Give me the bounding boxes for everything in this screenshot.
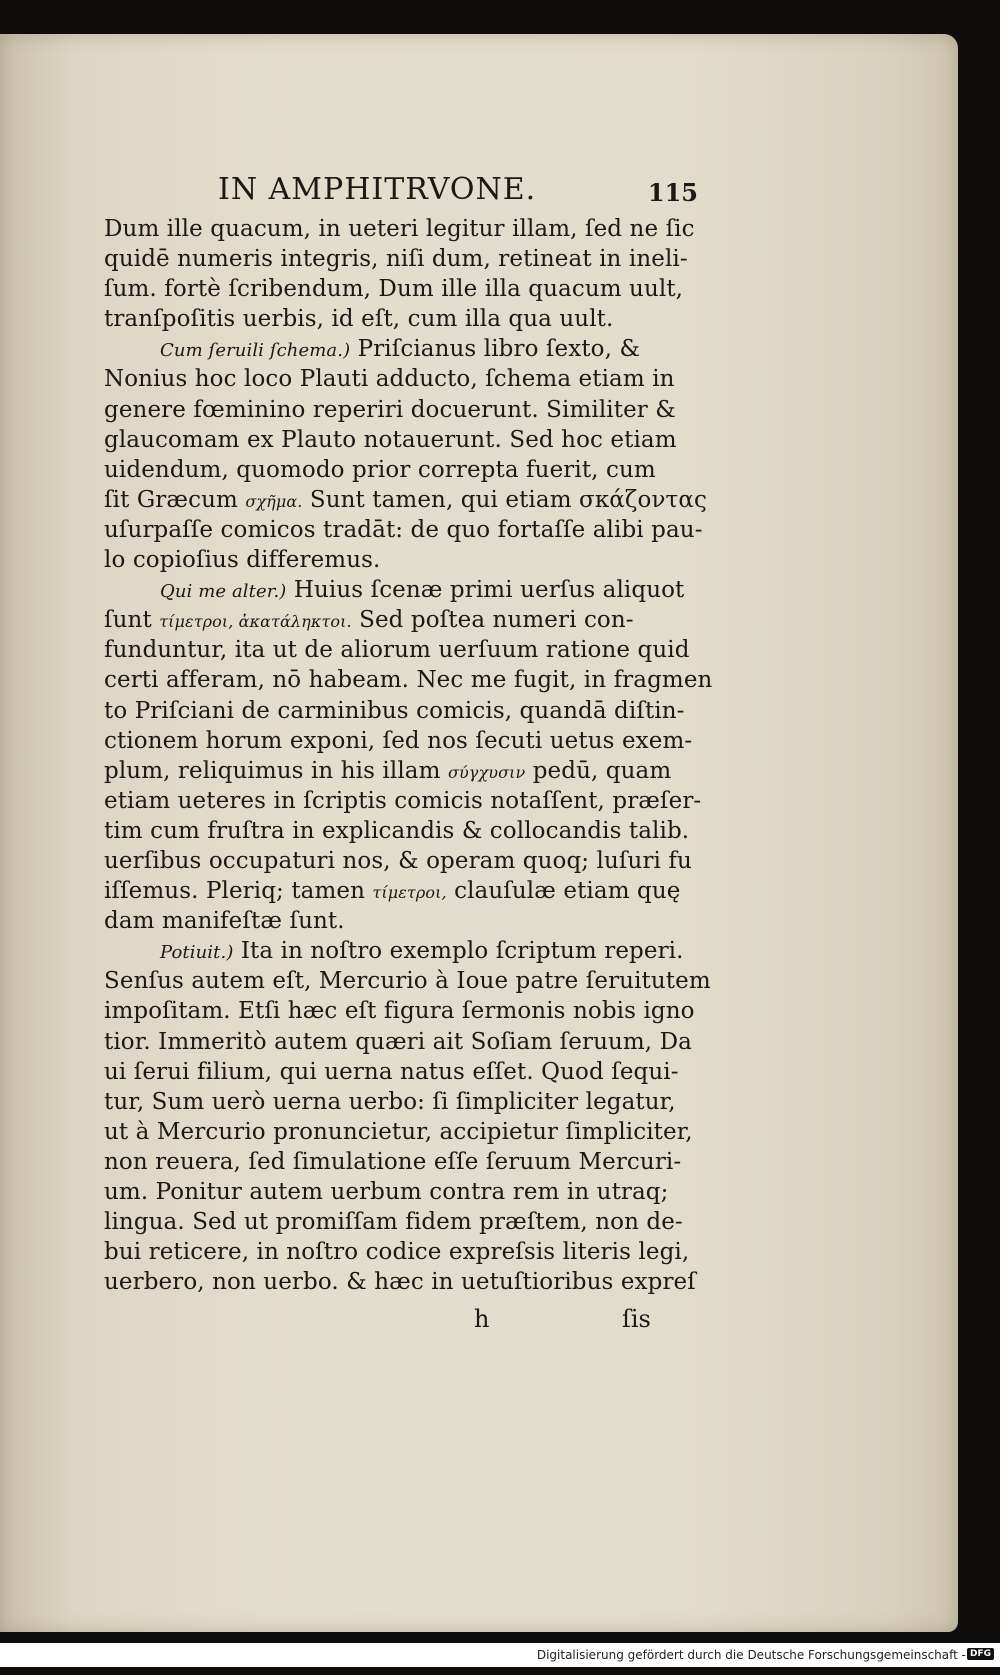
- lemma-line: Qui me alter.) Huius ſcenæ primi uerſus aliquot: [160, 577, 685, 604]
- lemma-line: Potiuit.) Ita in noſtro exemplo ſcriptum reperi.: [160, 938, 684, 965]
- folio-number: 115: [647, 178, 698, 207]
- page-header: [218, 172, 698, 216]
- text-line: ſunt τίμετροι, ἀκατάληκτοι. Sed poſtea numeri con-: [104, 607, 634, 634]
- text-line: Dum ille quacum, in ueteri legitur illam, ſed ne ſic: [104, 216, 695, 242]
- catch-line: [104, 1303, 694, 1343]
- text-line: ſum. fortè ſcribendum, Dum ille illa quacum uult,: [104, 276, 684, 303]
- text-line: certi afferam, nō habeam. Nec me fugit, in fragmen: [104, 667, 713, 694]
- text-line: uerbero, non uerbo. & hæc in uetuſtioribus expreſ: [104, 1269, 696, 1296]
- text-line: impoſitam. Etſi hæc eſt figura ſermonis nobis igno: [104, 998, 695, 1025]
- text-line: Nonius hoc loco Plauti adducto, ſchema etiam in: [104, 366, 675, 393]
- running-title: IN AMPHITRVONE.: [218, 172, 537, 207]
- text-line: tur, Sum uerò uerna uerbo: ſi ſimpliciter legatur,: [104, 1088, 676, 1115]
- signature-mark: h: [474, 1305, 490, 1334]
- text-line: ctionem horum exponi, ſed nos ſecuti uetus exem-: [104, 727, 693, 754]
- text-line: to Priſciani de carminibus comicis, quandā diſtin-: [104, 697, 685, 724]
- text-line: dam manifeſtæ ſunt.: [104, 908, 345, 935]
- text-line: tior. Immeritò autem quæri ait Soſiam ſeruum, Da: [104, 1028, 692, 1055]
- text-line: glaucomam ex Plauto notauerunt. Sed hoc etiam: [104, 426, 677, 453]
- text-line: etiam ueteres in ſcriptis comicis notaſſent, præſer-: [104, 787, 702, 814]
- dfg-logo: DFG: [967, 1648, 994, 1660]
- text-line: Senſus autem eſt, Mercurio à Ioue patre ſeruitutem: [104, 968, 711, 995]
- body-text: [104, 214, 713, 1343]
- text-line: um. Ponitur autem uerbum contra rem in utraq;: [104, 1179, 669, 1205]
- text-line: ui ſerui filium, qui uerna natus eſſet. Quod ſequi-: [104, 1058, 679, 1085]
- text-line: tim cum fruſtra in explicandis & collocandis talib.: [104, 817, 690, 844]
- text-line: iſſemus. Pleriq; tamen τίμετροι, clauſulæ etiam quę: [104, 878, 681, 905]
- text-line: quidē numeris integris, niſi dum, retineat in ineli-: [104, 246, 688, 273]
- text-line: genere fœminino reperiri docuerunt. Similiter &: [104, 396, 676, 423]
- text-line: uſurpaſſe comicos tradāt: de quo fortaſſe alibi pau-: [104, 516, 703, 543]
- text-line: funduntur, ita ut de aliorum uerſuum ratione quid: [104, 637, 690, 664]
- text-line: tranſpoſitis uerbis, id eſt, cum illa qua uult.: [104, 306, 614, 333]
- lemma-line: Cum ſeruili ſchema.) Priſcianus libro ſexto, &: [160, 336, 641, 363]
- book-page: [0, 34, 958, 1632]
- text-line: lingua. Sed ut promiſſam fidem præſtem, non de-: [104, 1209, 683, 1236]
- text-line: ut à Mercurio pronuncietur, accipietur ſimpliciter,: [104, 1118, 693, 1145]
- digitization-footer: [0, 1643, 1000, 1667]
- text-line: uidendum, quomodo prior correpta fuerit, cum: [104, 456, 656, 483]
- text-line: bui reticere, in noſtro codice expreſsis literis legi,: [104, 1239, 690, 1266]
- text-line: ſit Græcum σχῆμα. Sunt tamen, qui etiam σκάζοντας: [104, 486, 707, 513]
- funding-credit: Digitalisierung gefördert durch die Deutsche Forschungsgemeinschaft -: [536, 1648, 966, 1662]
- text-line: uerſibus occupaturi nos, & operam quoq; luſuri fu: [104, 847, 692, 874]
- catchword: ſis: [622, 1305, 651, 1334]
- text-line: non reuera, ſed ſimulatione eſſe ſeruum Mercuri-: [104, 1148, 682, 1175]
- text-line: plum, reliquimus in his illam σύγχυσιν pedū, quam: [104, 757, 672, 784]
- text-line: lo copioſius differemus.: [104, 547, 381, 574]
